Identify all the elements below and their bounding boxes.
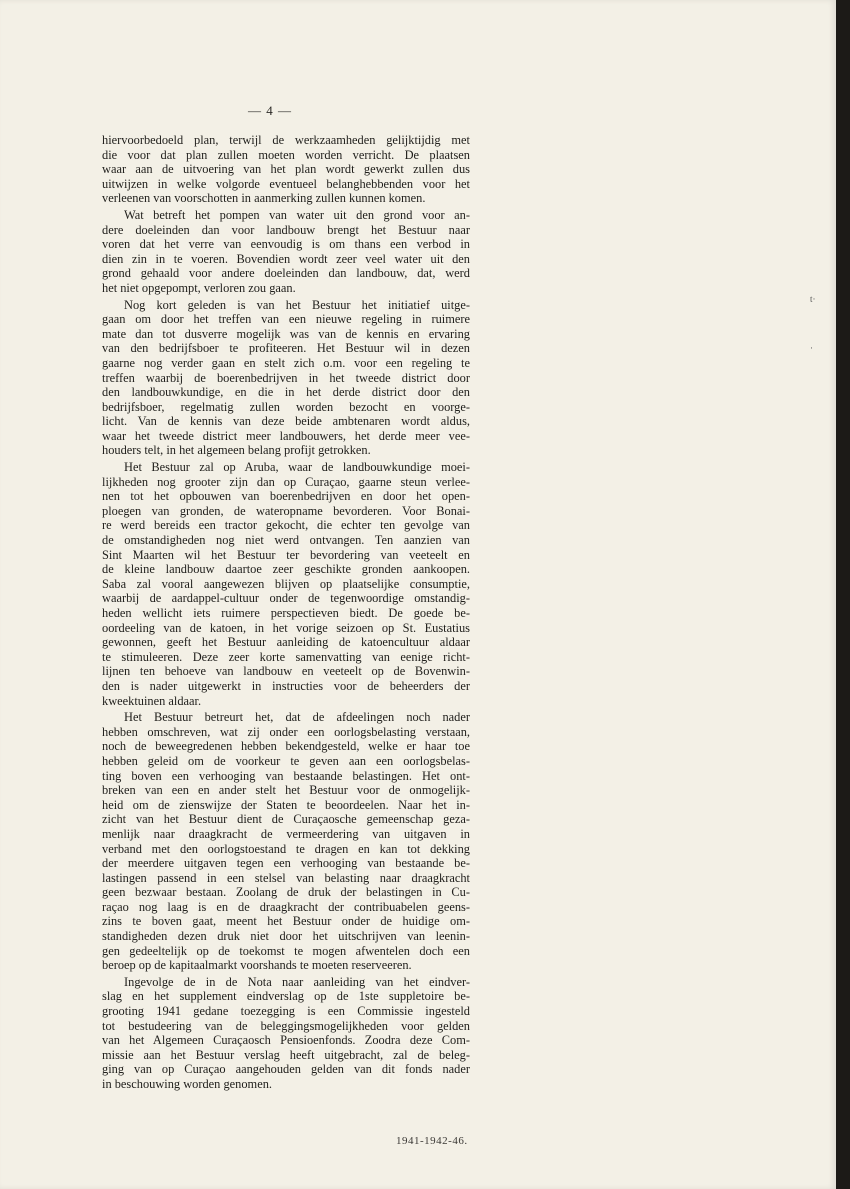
text-line: in beschouwing worden genomen. [102, 1077, 272, 1091]
text-line: lastingen passend in een stelsel van belasting naar draagkracht [102, 870, 470, 885]
text-line: slag en het supplement eindverslag op de 1ste suppletoire be- [102, 989, 470, 1004]
text-line: gaan om door het treffen van een nieuwe regeling in ruimere [102, 312, 470, 327]
text-line: zicht van het Bestuur dient de Curaçaosche gemeenschap geza- [102, 812, 470, 827]
text-line: missie aan het Bestuur verslag heeft uitgebracht, zal de beleg- [102, 1047, 470, 1062]
text-line: die voor dat plan zullen moeten worden verricht. De plaatsen [102, 147, 470, 162]
text-line: waar aan de uitvoering van het plan wordt gewerkt zullen dus [102, 162, 470, 177]
text-line: Het Bestuur betreurt het, dat de afdeelingen noch nader [124, 710, 470, 725]
text-line: standigheden dezen druk niet door het uitschrijven van leenin- [102, 929, 470, 944]
text-line: waar het tweede district meer landbouwers, het derde meer vee- [102, 428, 470, 443]
text-line: noch de beweegredenen hebben bekendgesteld, welke er haar toe [102, 739, 470, 754]
paragraph [102, 460, 470, 708]
text-line: tot bestudeering van de beleggingsmogelijkheden voor gelden [102, 1018, 470, 1033]
text-line: menlijk naar draagkracht de vermeerdering van uitgaven in [102, 826, 470, 841]
text-line: houders telt, in het algemeen belang profijt getrokken. [102, 443, 371, 458]
text-line: dien zin in te voeren. Bovendien wordt zeer veel water uit den [102, 251, 470, 266]
text-line: mate dan tot dusverre mogelijk was van de kennis en ervaring [102, 326, 470, 341]
text-line: voren dat het verre van eenvoudig is om thans een verbod in [102, 237, 470, 252]
text-line: beroep op de kapitaalmarkt voorshands te moeten reserveeren. [102, 958, 412, 973]
text-line: der meerdere uitgaven tegen een verhooging van bestaande be- [102, 856, 470, 871]
text-line: den is nader uitgewerkt in instructies voor de beheerders der [102, 678, 470, 693]
text-line: de kleine landbouw daartoe zeer geschikte gronden aankoopen. [102, 562, 470, 577]
text-line: hiervoorbedoeld plan, terwijl de werkzaamheden gelijktijdig met [102, 133, 470, 147]
text-line: raçao nog laag is en de draagkracht der contribuabelen geens- [102, 899, 470, 914]
text-line: gen gedeeltelijk op de toekomst te mogen afwentelen doch een [102, 943, 470, 958]
text-line: gaarne nog verder gaan en stelt zich o.m. voor een regeling te [102, 355, 470, 370]
text-line: Wat betreft het pompen van water uit den grond voor an- [124, 207, 470, 222]
paragraph [102, 133, 470, 206]
text-line: licht. Van de kennis van deze beide ambtenaren wordt aldus, [102, 414, 470, 429]
text-line: re werd bereids een tractor gekocht, die echter ten gevolge van [102, 518, 470, 533]
margin-mark: t· [810, 294, 816, 304]
paragraph [102, 208, 470, 296]
text-line: verband met den oorlogstoestand te dragen en kan tot dekking [102, 841, 470, 856]
text-line: Saba zal vooral aangewezen blijven op plaatselijke consumptie, [102, 576, 470, 591]
text-line: grooting 1941 gedane toezegging is een Commissie ingesteld [102, 1004, 470, 1019]
text-line: den landbouwkundige, en die in het derde district door den [102, 385, 470, 400]
text-line: kweektuinen aldaar. [102, 693, 202, 708]
text-line: hebben geleid om de voorkeur te geven aan een oorlogsbelas- [102, 753, 470, 768]
text-line: geen bezwaar bestaan. Zoolang de druk der belastingen in Cu- [102, 885, 470, 900]
text-line: te stimuleeren. Deze zeer korte samenvatting van eenige richt- [102, 649, 470, 664]
text-line: heid om de zienswijze der Staten te beoordeelen. Naar het in- [102, 797, 470, 812]
page-number: — 4 — [248, 103, 292, 118]
text-line: Ingevolge de in de Nota naar aanleiding van het eindver- [124, 974, 470, 989]
body-text [102, 133, 470, 1092]
text-line: ging van op Curaçao aangehouden gelden van dit fonds nader [102, 1062, 470, 1077]
text-line: hebben omschreven, wat zij onder een oorlogsbelasting verstaan, [102, 724, 470, 739]
paragraph [102, 975, 470, 1092]
text-line: zins te boven gaat, meent het Bestuur onder de huidige om- [102, 914, 470, 929]
text-line: nen tot het opbouwen van boerenbedrijven en door het open- [102, 489, 470, 504]
text-line: Het Bestuur zal op Aruba, waar de landbouwkundige moei- [124, 460, 470, 475]
text-line: het niet opgepompt, verloren zou gaan. [102, 280, 296, 295]
paragraph [102, 298, 470, 459]
text-line: ting boven een verhooging van bestaande belastingen. Het ont- [102, 768, 470, 783]
text-line: van den bedrijfsboer te profiteeren. Het Bestuur wil in dezen [102, 341, 470, 356]
text-line: treffen waarbij de boerenbedrijven in het tweede district door [102, 370, 470, 385]
paragraph [102, 710, 470, 973]
text-line: oordeeling van de katoen, in het vorige seizoen op St. Eustatius [102, 620, 470, 635]
text-line: lijkheden nog grooter zijn dan op Curaçao, gaarne steun verlee- [102, 474, 470, 489]
text-line: waarbij de aardappel-cultuur onder de tegenwoordige omstandig- [102, 591, 470, 606]
text-line: bedrijfsboer, regelmatig zullen worden bezocht en voorge- [102, 399, 470, 414]
text-line: heden wellicht iets ruimere perspectieven biedt. De goede be- [102, 606, 470, 620]
text-line: ploegen van gronden, de wateropname bevorderen. Voor Bonai- [102, 503, 470, 518]
text-line: de omstandigheden nog niet werd ontvangen. Ten aanzien van [102, 533, 470, 548]
text-line: dere doeleinden dan voor landbouw brengt het Bestuur naar [102, 222, 470, 237]
text-line: gewonnen, geeft het Bestuur aanleiding de katoencultuur aldaar [102, 635, 470, 650]
footer-code: 1941-1942-46. [396, 1135, 468, 1147]
text-line: uitwijzen in welke volgorde eventueel belanghebbenden voor het [102, 176, 470, 191]
text-line: van het Algemeen Curaçaosch Pensioenfonds. Zoodra deze Com- [102, 1033, 470, 1048]
text-line: breken van een en ander stelt het Bestuur voor de onmogelijk- [102, 783, 470, 798]
margin-mark: · [810, 343, 813, 353]
text-line: Nog kort geleden is van het Bestuur het initiatief uitge- [124, 297, 470, 312]
text-line: grond gehaald voor andere doeleinden dan landbouw, dat, werd [102, 266, 470, 281]
text-line: verleenen van voorschotten in aanmerking zullen kunnen komen. [102, 191, 426, 206]
text-line: Sint Maarten wil het Bestuur ter bevordering van veeteelt en [102, 547, 470, 562]
text-line: lijnen ten behoeve van landbouw en veeteelt op de Bovenwin- [102, 664, 470, 679]
